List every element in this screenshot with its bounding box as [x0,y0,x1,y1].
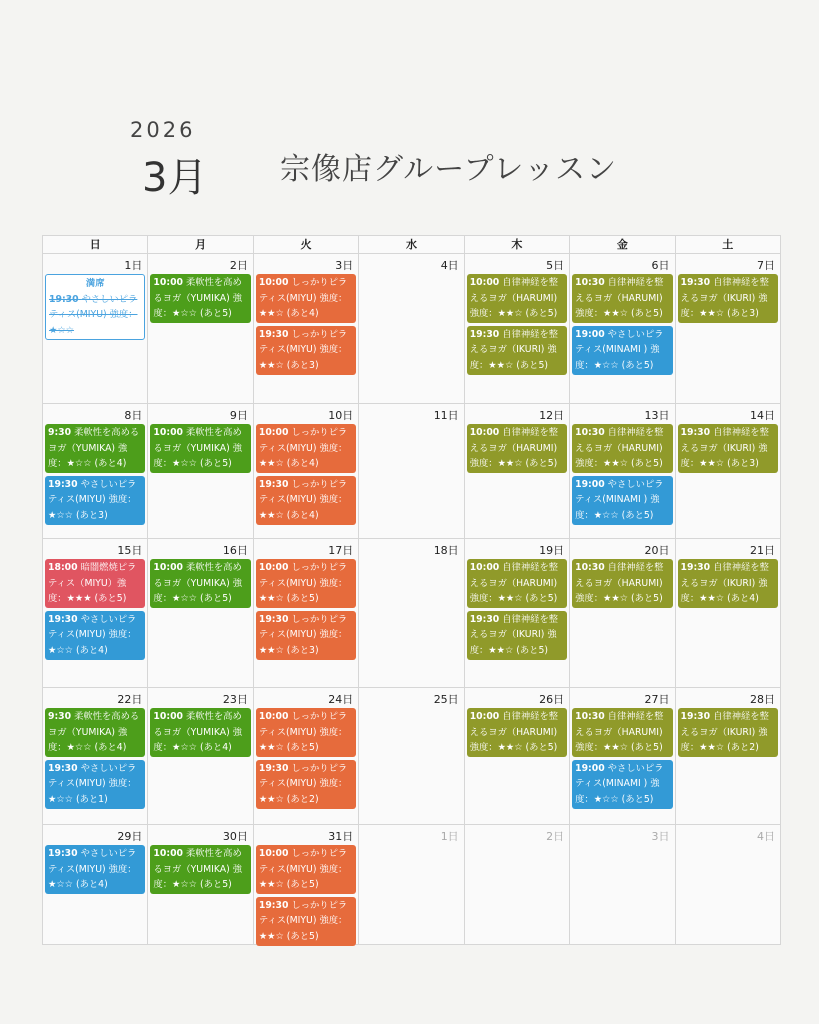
event[interactable] [150,424,250,473]
event-text: 柔軟性を高めるヨガ（YUMIKA) 強度：★☆☆ (あと4) [153,711,243,754]
event-text: 自律神経を整えるヨガ（IKURI) 強度：★★☆ (あと2) [680,711,769,754]
event[interactable] [256,611,356,660]
day-cell[interactable] [43,825,148,945]
day-number: 6日 [651,259,670,272]
event-time: 10:00 [258,562,289,573]
day-cell[interactable] [359,539,464,688]
event-text: しっかりピラティス(MIYU) 強度：★★☆ (あと4) [258,427,348,470]
event-time: 10:30 [575,562,605,573]
event-text: しっかりピラティス(MIYU) 強度：★★☆ (あと3) [258,613,348,656]
day-cell[interactable] [676,254,781,404]
event-time: 10:00 [258,711,289,722]
event[interactable] [256,424,356,473]
day-number: 25日 [433,693,459,706]
day-number: 4日 [440,259,459,272]
event-text: 自律神経を整えるヨガ（HARUMI) 強度：★★☆ (あと5) [469,277,559,320]
day-cell[interactable] [148,688,253,825]
event[interactable] [678,424,778,473]
day-cell[interactable] [148,404,253,539]
weekday-wed: 水 [359,236,464,254]
event-text: やさしいピラティス(MIYU) 強度：★☆☆ (あと3) [48,478,137,521]
event-text: 自律神経を整えるヨガ（HARUMI) 強度：★★☆ (あと5) [469,711,559,754]
event-text: やさしいピラティス(MINAMI ) 強度：★☆☆ (あと5) [575,328,664,371]
page-title: 宗像店グループレッスン [280,152,618,187]
event-time: 19:30 [48,613,78,625]
day-cell[interactable] [465,539,570,688]
day-cell[interactable] [148,539,253,688]
event-time: 10:00 [153,711,184,722]
day-number: 21日 [749,544,775,557]
event-time: 19:30 [49,293,79,305]
event[interactable] [150,274,250,323]
day-cell[interactable] [43,404,148,539]
day-number: 8日 [124,409,143,422]
event[interactable] [572,476,672,525]
event[interactable] [467,424,567,473]
event-time: 10:00 [153,562,184,573]
event[interactable] [467,326,567,375]
day-number: 3日 [651,830,670,843]
week-row [43,254,781,404]
day-number: 12日 [539,409,565,422]
event-text: しっかりピラティス(MIYU) 強度：★★☆ (あと5) [258,562,348,605]
event-text: 柔軟性を高めるヨガ（YUMIKA) 強度：★☆☆ (あと5) [153,562,243,605]
day-number: 2日 [546,830,565,843]
day-cell[interactable] [465,404,570,539]
event-time: 10:00 [153,848,184,859]
event-text: 柔軟性を高めるヨガ（YUMIKA) 強度：★☆☆ (あと5) [153,277,243,320]
event[interactable] [256,274,356,323]
event[interactable] [256,708,356,757]
full-badge: 満席 [85,278,105,289]
event-text: やさしいピラティス(MIYU) 強度：★☆☆ [49,293,138,336]
week-row [43,404,781,539]
event[interactable] [678,274,778,323]
event-time: 19:30 [469,613,500,625]
event[interactable] [150,845,250,894]
event-text: 自律神経を整えるヨガ（IKURI) 強度：★★☆ (あと4) [680,562,769,605]
event[interactable] [572,424,672,473]
event-time: 9:30 [48,711,72,722]
event[interactable] [256,559,356,608]
day-number: 31日 [328,830,354,843]
week-row [43,688,781,825]
event-time: 19:30 [680,562,711,573]
day-number: 20日 [644,544,670,557]
event-time: 10:00 [469,427,500,438]
event-time: 19:30 [258,613,289,625]
event-text: 自律神経を整えるヨガ（HARUMI) 強度：★★☆ (あと5) [575,562,664,605]
event-time: 10:00 [258,848,289,859]
event-time: 10:00 [258,427,289,438]
event-text: 自律神経を整えるヨガ（HARUMI) 強度：★★☆ (あと5) [469,562,559,605]
event-text: しっかりピラティス(MIYU) 強度：★★☆ (あと5) [258,899,348,942]
event-time: 19:30 [680,277,711,288]
event-text: やさしいピラティス(MIYU) 強度：★☆☆ (あと4) [48,613,137,656]
month-label: 3月 [142,155,208,201]
event-text: 自律神経を整えるヨガ（IKURI) 強度：★★☆ (あと3) [680,277,769,320]
event-time: 19:30 [680,711,711,722]
event-time: 19:30 [48,762,78,774]
event[interactable] [467,559,567,608]
day-number: 4日 [756,830,775,843]
weekday-thu: 木 [465,236,570,254]
event[interactable] [150,708,250,757]
day-cell[interactable] [570,404,675,539]
day-cell[interactable] [570,254,675,404]
event-time: 18:00 [48,562,78,573]
event-text: 柔軟性を高めるヨガ（YUMIKA) 強度：★☆☆ (あと4) [48,711,140,754]
event-text: 自律神経を整えるヨガ（IKURI) 強度：★★☆ (あと5) [469,613,559,656]
day-cell[interactable] [43,539,148,688]
calendar-grid [42,235,781,945]
event[interactable] [678,559,778,608]
event-time: 19:30 [680,427,711,438]
weekday-sun: 日 [43,236,148,254]
event-full[interactable] [45,274,145,340]
day-number: 2日 [229,259,248,272]
event[interactable] [256,845,356,894]
week-row [43,539,781,688]
day-number: 9日 [229,409,248,422]
event[interactable] [572,760,672,809]
day-cell[interactable] [148,825,253,945]
event-text: 暗闇燃焼ピラティス（MIYU）強度：★★★ (あと5) [48,562,137,605]
event-time: 19:00 [575,478,605,490]
event-text: 自律神経を整えるヨガ（HARUMI) 強度：★★☆ (あと5) [575,427,664,470]
event[interactable] [45,611,145,660]
event-time: 10:00 [469,711,500,722]
event-time: 9:30 [48,427,72,438]
event-time: 19:30 [469,328,500,340]
event-time: 19:00 [575,328,605,340]
day-cell[interactable] [359,688,464,825]
event-text: やさしいピラティス(MINAMI ) 強度：★☆☆ (あと5) [575,762,664,805]
day-number: 28日 [749,693,775,706]
day-cell[interactable] [676,688,781,825]
day-number: 5日 [546,259,565,272]
event-text: 自律神経を整えるヨガ（HARUMI) 強度：★★☆ (あと5) [575,711,664,754]
event[interactable] [256,760,356,809]
event[interactable] [467,708,567,757]
day-number: 7日 [756,259,775,272]
weekday-sat: 土 [676,236,781,254]
event-time: 19:30 [258,899,289,911]
day-cell[interactable] [359,404,464,539]
day-number: 27日 [644,693,670,706]
day-cell[interactable] [676,825,781,945]
event-time: 19:30 [258,762,289,774]
event[interactable] [256,897,356,946]
event-text: しっかりピラティス(MIYU) 強度：★★☆ (あと3) [258,328,348,371]
day-cell[interactable] [359,254,464,404]
event[interactable] [45,476,145,525]
day-number: 17日 [328,544,354,557]
event-time: 10:00 [469,562,500,573]
year-label: 2026 [130,118,196,142]
weekday-header [43,236,781,254]
event-text: やさしいピラティス(MINAMI ) 強度：★☆☆ (あと5) [575,478,664,521]
day-cell[interactable] [570,539,675,688]
day-cell[interactable] [359,825,464,945]
day-number: 30日 [222,830,248,843]
event-text: しっかりピラティス(MIYU) 強度：★★☆ (あと5) [258,848,348,891]
day-number: 23日 [222,693,248,706]
event[interactable] [572,559,672,608]
day-number: 11日 [433,409,459,422]
day-number: 22日 [117,693,143,706]
event-text: 柔軟性を高めるヨガ（YUMIKA) 強度：★☆☆ (あと5) [153,848,243,891]
event-text: 自律神経を整えるヨガ（IKURI) 強度：★★☆ (あと5) [469,328,559,371]
week-row [43,825,781,945]
day-cell[interactable] [676,404,781,539]
weekday-mon: 月 [148,236,253,254]
day-number: 18日 [433,544,459,557]
day-cell[interactable] [254,825,359,945]
event-text: 自律神経を整えるヨガ（HARUMI) 強度：★★☆ (あと5) [469,427,559,470]
event-time: 10:30 [575,277,605,288]
day-cell[interactable] [254,539,359,688]
event[interactable] [572,274,672,323]
day-number: 10日 [328,409,354,422]
event-time: 10:00 [153,277,184,288]
day-number: 15日 [117,544,143,557]
event-time: 19:30 [258,328,289,340]
day-cell[interactable] [254,254,359,404]
event[interactable] [256,476,356,525]
day-number: 1日 [124,259,143,272]
event-time: 19:30 [48,478,78,490]
day-cell[interactable] [465,825,570,945]
event[interactable] [467,274,567,323]
weekday-tue: 火 [254,236,359,254]
day-number: 26日 [539,693,565,706]
day-cell[interactable] [254,404,359,539]
event-time: 19:30 [48,848,78,859]
event[interactable] [45,845,145,894]
weekday-fri: 金 [570,236,675,254]
event-text: しっかりピラティス(MIYU) 強度：★★☆ (あと4) [258,277,348,320]
event-text: しっかりピラティス(MIYU) 強度：★★☆ (あと4) [258,478,348,521]
event[interactable] [45,708,145,757]
day-number: 16日 [222,544,248,557]
day-number: 1日 [440,830,459,843]
day-number: 29日 [117,830,143,843]
event-text: 自律神経を整えるヨガ（HARUMI) 強度：★★☆ (あと5) [575,277,664,320]
event[interactable] [45,424,145,473]
event-text: しっかりピラティス(MIYU) 強度：★★☆ (あと5) [258,711,348,754]
day-cell[interactable] [570,825,675,945]
event-text: 自律神経を整えるヨガ（IKURI) 強度：★★☆ (あと3) [680,427,769,470]
day-number: 3日 [335,259,354,272]
day-cell[interactable] [43,254,148,404]
event-time: 10:00 [153,427,184,438]
event[interactable] [45,760,145,809]
day-cell[interactable] [465,688,570,825]
day-cell[interactable] [465,254,570,404]
day-number: 13日 [644,409,670,422]
event[interactable] [467,611,567,660]
event-time: 10:30 [575,711,605,722]
event-text: しっかりピラティス(MIYU) 強度：★★☆ (あと2) [258,762,348,805]
day-number: 24日 [328,693,354,706]
event[interactable] [572,326,672,375]
event-time: 10:30 [575,427,605,438]
event[interactable] [572,708,672,757]
event-text: やさしいピラティス(MIYU) 強度：★☆☆ (あと4) [48,848,137,891]
day-cell[interactable] [676,539,781,688]
day-cell[interactable] [570,688,675,825]
day-number: 19日 [539,544,565,557]
event-text: 柔軟性を高めるヨガ（YUMIKA) 強度：★☆☆ (あと5) [153,427,243,470]
event[interactable] [678,708,778,757]
event-time: 10:00 [469,277,500,288]
event[interactable] [45,559,145,608]
day-number: 14日 [749,409,775,422]
event-text: やさしいピラティス(MIYU) 強度：★☆☆ (あと1) [48,762,137,805]
event-time: 10:00 [258,277,289,288]
event-text: 柔軟性を高めるヨガ（YUMIKA) 強度：★☆☆ (あと4) [48,427,140,470]
event-time: 19:30 [258,478,289,490]
day-cell[interactable] [254,688,359,825]
day-cell[interactable] [148,254,253,404]
event[interactable] [150,559,250,608]
event-time: 19:00 [575,762,605,774]
day-cell[interactable] [43,688,148,825]
event[interactable] [256,326,356,375]
